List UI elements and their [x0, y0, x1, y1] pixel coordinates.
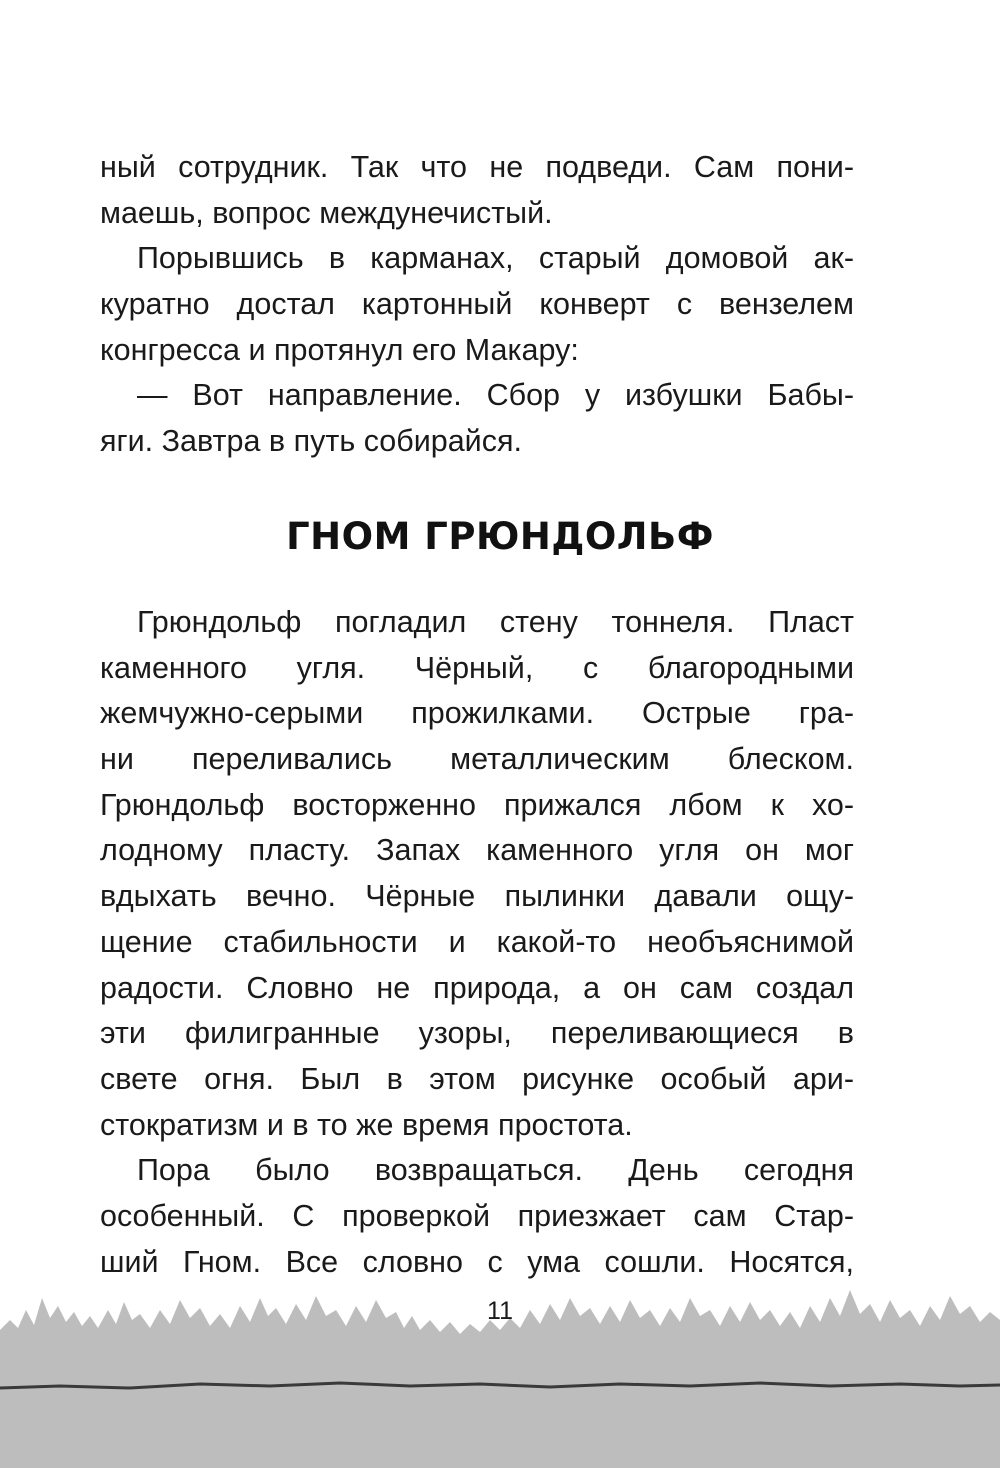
- text-line: яги. Завтра в путь собирайся.: [100, 424, 522, 459]
- text-line: лодному пласту. Запах каменного угля он мог: [100, 833, 854, 868]
- text-line: щение стабильности и какой-то необъяснимой: [100, 924, 854, 959]
- text-line: радости. Словно не природа, а он сам создал: [100, 970, 854, 1005]
- text-line: — Вот направление. Сбор у избушки Бабы-: [137, 378, 854, 413]
- text-line: особенный. С проверкой приезжает сам Стар-: [100, 1198, 854, 1233]
- text-section-2: [100, 600, 854, 1285]
- text-line: эти филигранные узоры, переливающиеся в: [100, 1016, 854, 1051]
- page-number: 11: [487, 1297, 513, 1325]
- text-line: свете огня. Был в этом рисунке особый ари-: [100, 1061, 854, 1096]
- text-line: ший Гном. Все словно с ума сошли. Носятся,: [100, 1244, 854, 1279]
- text-line: конгресса и протянул его Макару:: [100, 332, 579, 367]
- text-line: Грюндольф погладил стену тоннеля. Пласт: [137, 605, 854, 639]
- text-line: каменного угля. Чёрный, с благородными: [100, 650, 854, 685]
- text-line: Грюндольф восторженно прижался лбом к хо-: [100, 787, 854, 822]
- text-section-1: [100, 145, 854, 465]
- text-line: Порывшись в карманах, старый домовой ак-: [137, 241, 854, 276]
- text-line: куратно достал картонный конверт с вензелем: [100, 287, 854, 322]
- text-line: маешь, вопрос междунечистый.: [100, 195, 553, 230]
- text-line: ный сотрудник. Так что не подведи. Сам пони-: [100, 150, 854, 184]
- text-line: стократизм и в то же время простота.: [100, 1107, 633, 1142]
- text-line: ни переливались металлическим блеском.: [100, 742, 854, 777]
- text-line: жемчужно-серыми прожилками. Острые гра-: [100, 696, 854, 731]
- chapter-title: ГНОМ ГРЮНДОЛЬФ: [286, 515, 714, 558]
- text-line: Пора было возвращаться. День сегодня: [137, 1153, 854, 1188]
- text-line: вдыхать вечно. Чёрные пылинки давали ощу-: [100, 879, 854, 914]
